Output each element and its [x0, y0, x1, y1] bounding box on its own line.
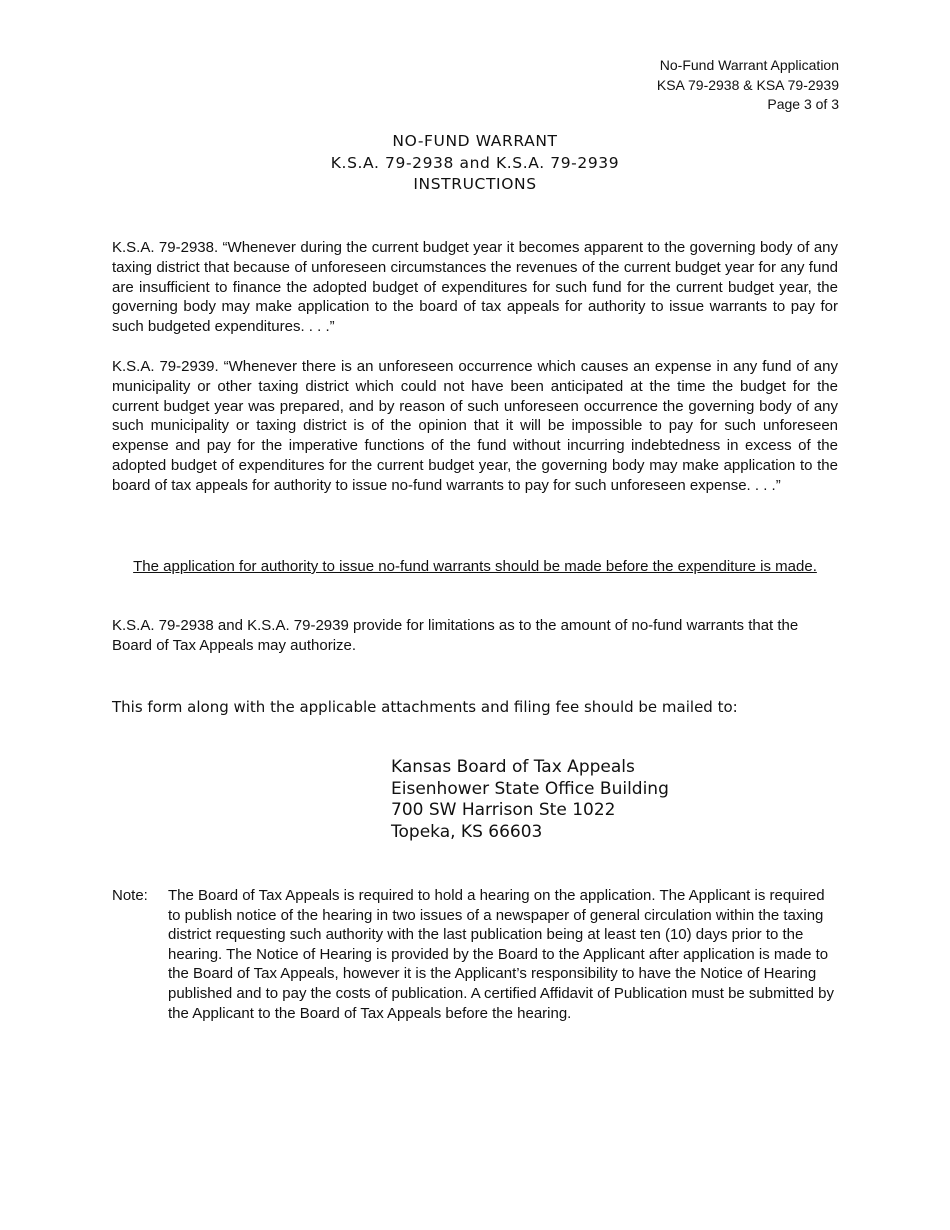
mail-instruction: This form along with the applicable attachments and filing fee should be mailed to:: [112, 698, 738, 716]
page-header: [657, 56, 839, 115]
title-line-3: INSTRUCTIONS: [413, 175, 537, 193]
title-line-1: NO-FUND WARRANT: [392, 132, 558, 150]
document-title: [0, 131, 950, 196]
ksa-79-2939-paragraph: K.S.A. 79-2939. “Whenever there is an unforeseen occurrence which causes an expense in any fund of any municipality or other taxing district which could not have been anticipated at the time the budget for the current budget year was prepared, and by reason of such unforeseen occurrence the governing body of any such municipality or taxing district is of the opinion that it will be impossible to pay for such unforeseen expense and pay for the imperative functions of the fund without incurring indebtedness in excess of the adopted budget of expenditures for the current budget year, the governing body may make application to the board of tax appeals for authority to issue no-fund warrants to pay for such unforeseen expense. . . .”: [112, 358, 838, 494]
address-line-3: 700 SW Harrison Ste 1022: [391, 800, 616, 820]
timing-notice-text: The application for authority to issue no-fund warrants should be made before the expenditure is made.: [133, 558, 817, 575]
address-line-1: Kansas Board of Tax Appeals: [391, 757, 635, 777]
hearing-note: [112, 886, 838, 1023]
statute-reference: KSA 79-2938 & KSA 79-2939: [656, 76, 839, 93]
address-line-4: Topeka, KS 66603: [391, 821, 543, 842]
address-line-2: Eisenhower State Office Building: [391, 778, 669, 799]
title-line-2: K.S.A. 79-2938 and K.S.A. 79-2939: [330, 153, 620, 172]
mailing-address: [391, 757, 669, 843]
note-text: The Board of Tax Appeals is required to hold a hearing on the application. The Applicant is required to publish notice of the hearing in two issues of a newspaper of general circulation within the taxing district requesting such authority with the last publication being at least ten (10) days prior to the hearing. The Notice of Hearing is provided by the Board to the Applicant after application is made to the Board of Tax Appeals, however it is the Applicant’s responsibility to have the Notice of Hearing published and to pay the costs of publication. A certified Affidavit of Publication must be submitted by the Applicant to the Board of Tax Appeals before the hearing.: [168, 887, 834, 1022]
form-name: No-Fund Warrant Application: [659, 57, 839, 73]
timing-notice: [0, 557, 950, 577]
page-number: Page 3 of 3: [767, 96, 839, 112]
limits-paragraph: K.S.A. 79-2938 and K.S.A. 79-2939 provide for limitations as to the amount of no-fund warrants that the Board of Tax Appeals may authorize.: [112, 617, 799, 654]
note-label: Note:: [112, 887, 148, 904]
ksa-79-2938-paragraph: K.S.A. 79-2938. “Whenever during the current budget year it becomes apparent to the governing body of any taxing district that because of unforeseen circumstances the revenues of the current budget year for any fund are insufficient to finance the adopted budget of expenditures for such fund for the current budget year, the governing body may make application to the board of tax appeals for authority to issue warrants to pay for such budgeted expenditures. . . .”: [112, 239, 838, 336]
